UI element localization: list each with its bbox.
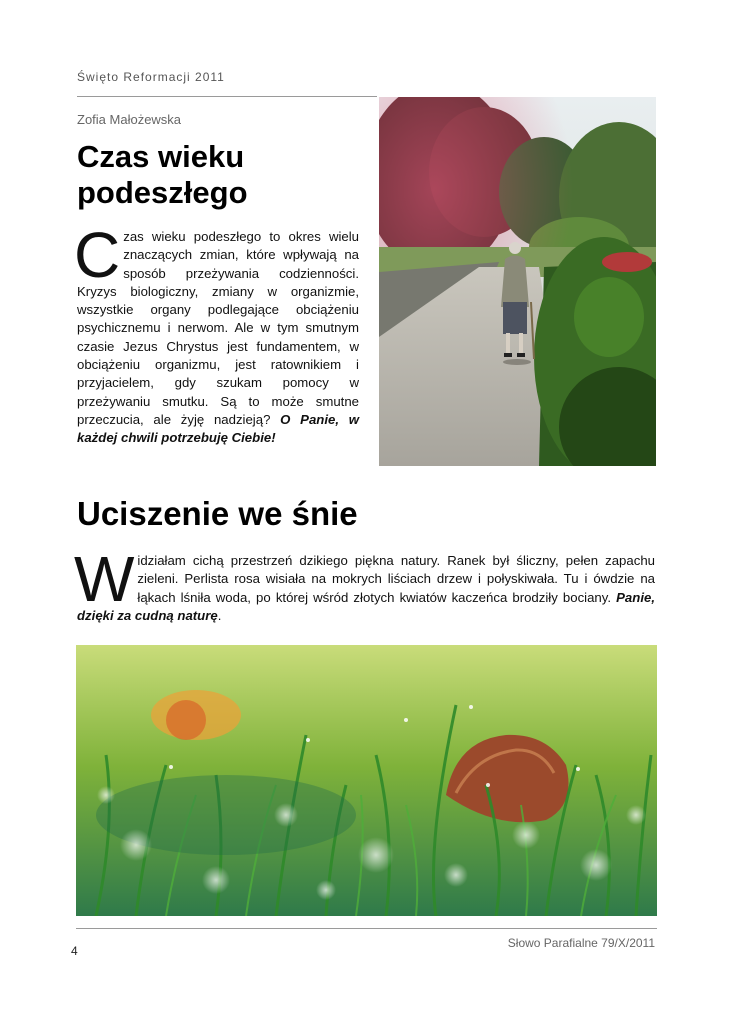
page-number: 4 <box>71 944 78 958</box>
running-head: Święto Reformacji 2011 <box>77 70 225 84</box>
dewy-grass-photo <box>76 645 657 916</box>
article-body-2 <box>74 543 655 625</box>
article-1-emphasis: O Panie, w każdej chwili potrzebuję Ciebie! <box>77 411 359 446</box>
article-2-emphasis: Panie, dzięki za cudną naturę <box>77 589 655 623</box>
article-author: Zofia Małożewska <box>77 112 182 127</box>
article-2-text: idziałam cichą przestrzeń dzikiego piękna natury. Ranek był śliczny, pełen zapachu zieleni. Perlista rosa wisiała na mokrych liściach drzew i połyskiwała. Tu i ówdzie na łąkach lśniła woda, po której wśród złotych kwiatów kaczeńca brodziły bociany. <box>137 553 655 605</box>
article-1-text: zas wieku podeszłego to okres wielu znaczących zmian, które wpływają na sposób przeżywania codzienności. Kryzys biologiczny, zmiany w organizmie, wszystkie organy podlegające obciążeniu psychicznemu i nerwom. Ale w tym smutnym czasie Jezus Chrystus jest fundamentem, w obciążeniu organizmu, jest ratownikiem i przyjacielem, gdy szukam pomocy w przeżywaniu smutku. Są to może smutne przeczucia, ale żyję nadzieją? <box>77 229 359 427</box>
article-title-2: Uciszenie we śnie <box>77 495 358 532</box>
header-rule <box>77 96 377 97</box>
title-line-1: Czas wieku <box>77 139 245 174</box>
article-body-1 <box>74 219 359 448</box>
dropcap-c: C <box>74 219 121 291</box>
footer-rule <box>76 928 657 929</box>
article-2-end: . <box>217 607 222 623</box>
dropcap-w: W <box>74 543 135 615</box>
article-title-1 <box>77 139 377 211</box>
elderly-walker-illustration <box>379 97 656 466</box>
elderly-walker-photo <box>379 97 656 466</box>
title-line-2: podeszłego <box>77 175 248 210</box>
publication-info: Słowo Parafialne 79/X/2011 <box>507 936 655 950</box>
dewy-grass-illustration <box>76 645 657 916</box>
